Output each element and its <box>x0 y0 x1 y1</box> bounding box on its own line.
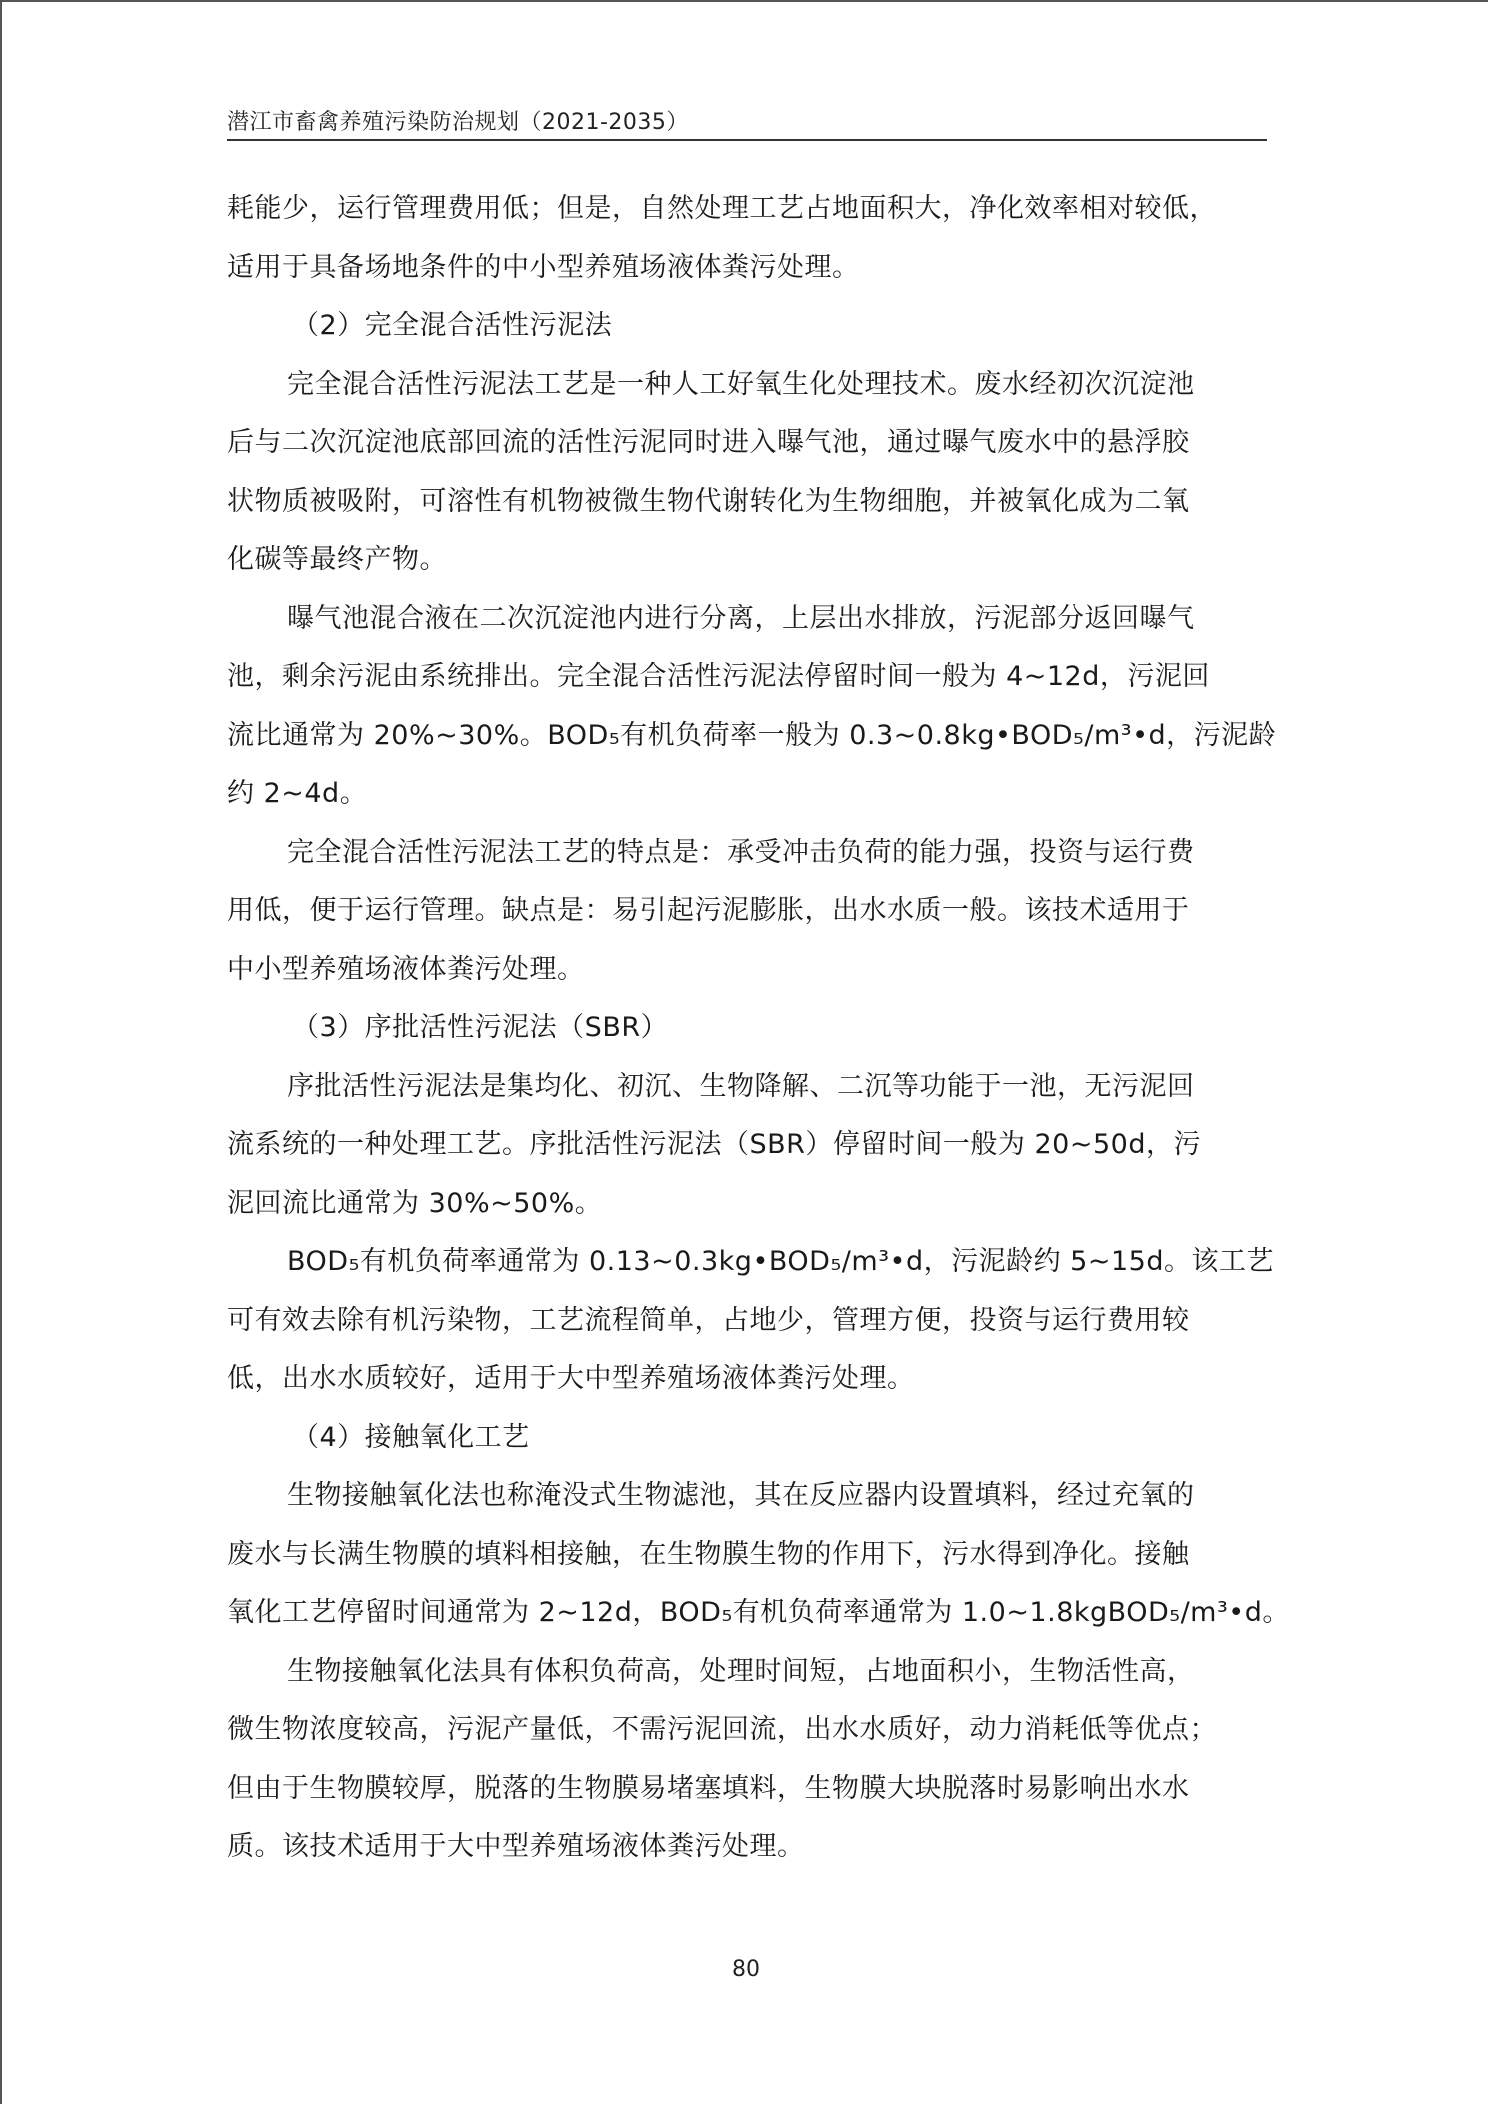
text-line: 化碳等最终产物。 <box>227 544 447 575</box>
text-line: 泥回流比通常为 30%~50%。 <box>227 1187 603 1219</box>
text-line: 但由于生物膜较厚，脱落的生物膜易堵塞填料，生物膜大块脱落时易影响出水水 <box>227 1772 1190 1804</box>
text-line: 后与二次沉淀池底部回流的活性污泥同时进入曝气池，通过曝气废水中的悬浮胶 <box>227 427 1190 458</box>
text-line: 生物接触氧化法具有体积负荷高，处理时间短，占地面积小，生物活性高， <box>287 1655 1195 1687</box>
text-line: 池，剩余污泥由系统排出。完全混合活性污泥法停留时间一般为 4~12d，污泥回 <box>227 661 1210 692</box>
section-heading: （2）完全混合活性污泥法 <box>292 310 613 341</box>
section-heading: （4）接触氧化工艺 <box>292 1421 530 1453</box>
text-line: 可有效去除有机污染物，工艺流程简单，占地少，管理方便，投资与运行费用较 <box>227 1304 1190 1336</box>
section-heading: （3）序批活性污泥法（SBR） <box>292 1012 669 1043</box>
text-line: 生物接触氧化法也称淹没式生物滤池，其在反应器内设置填料，经过充氧的 <box>287 1480 1195 1511</box>
text-line: 序批活性污泥法是集均化、初沉、生物降解、二沉等功能于一池，无污泥回 <box>287 1070 1195 1102</box>
text-line: 适用于具备场地条件的中小型养殖场液体粪污处理。 <box>227 251 860 283</box>
text-line: 用低，便于运行管理。缺点是：易引起污泥膨胀，出水水质一般。该技术适用于 <box>227 895 1190 926</box>
text-line: 完全混合活性污泥法工艺的特点是：承受冲击负荷的能力强，投资与运行费 <box>287 836 1195 868</box>
header-divider <box>227 139 1267 141</box>
text-line: 质。该技术适用于大中型养殖场液体粪污处理。 <box>227 1831 805 1862</box>
text-line: 约 2~4d。 <box>227 778 368 809</box>
body-text <box>227 180 1290 1877</box>
text-line: 废水与长满生物膜的填料相接触，在生物膜生物的作用下，污水得到净化。接触 <box>227 1538 1190 1570</box>
text-line: 氧化工艺停留时间通常为 2~12d，BOD₅有机负荷率通常为 1.0~1.8kgBOD₅/m³•d。 <box>227 1597 1290 1628</box>
text-line: 完全混合活性污泥法工艺是一种人工好氧生化处理技术。废水经初次沉淀池 <box>287 368 1195 400</box>
text-line: 状物质被吸附，可溶性有机物被微生物代谢转化为生物细胞，并被氧化成为二氧 <box>227 485 1190 517</box>
text-line: 中小型养殖场液体粪污处理。 <box>227 953 585 985</box>
text-line: 流比通常为 20%~30%。BOD₅有机负荷率一般为 0.3~0.8kg•BOD₅/m³•d，污泥龄 <box>227 719 1277 751</box>
running-header: 潜江市畜禽养殖污染防治规划（2021-2035） <box>227 110 689 135</box>
text-line: 耗能少，运行管理费用低；但是，自然处理工艺占地面积大，净化效率相对较低， <box>227 193 1217 224</box>
page-number: 80 <box>732 1957 760 1982</box>
text-line: 流系统的一种处理工艺。序批活性污泥法（SBR）停留时间一般为 20~50d，污 <box>227 1129 1201 1160</box>
text-line: 曝气池混合液在二次沉淀池内进行分离，上层出水排放，污泥部分返回曝气 <box>287 602 1195 634</box>
text-line: 微生物浓度较高，污泥产量低，不需污泥回流，出水水质好，动力消耗低等优点； <box>227 1714 1217 1745</box>
text-line: BOD₅有机负荷率通常为 0.13~0.3kg•BOD₅/m³•d，污泥龄约 5~15d。该工艺 <box>287 1246 1274 1277</box>
text-line: 低，出水水质较好，适用于大中型养殖场液体粪污处理。 <box>227 1363 915 1394</box>
